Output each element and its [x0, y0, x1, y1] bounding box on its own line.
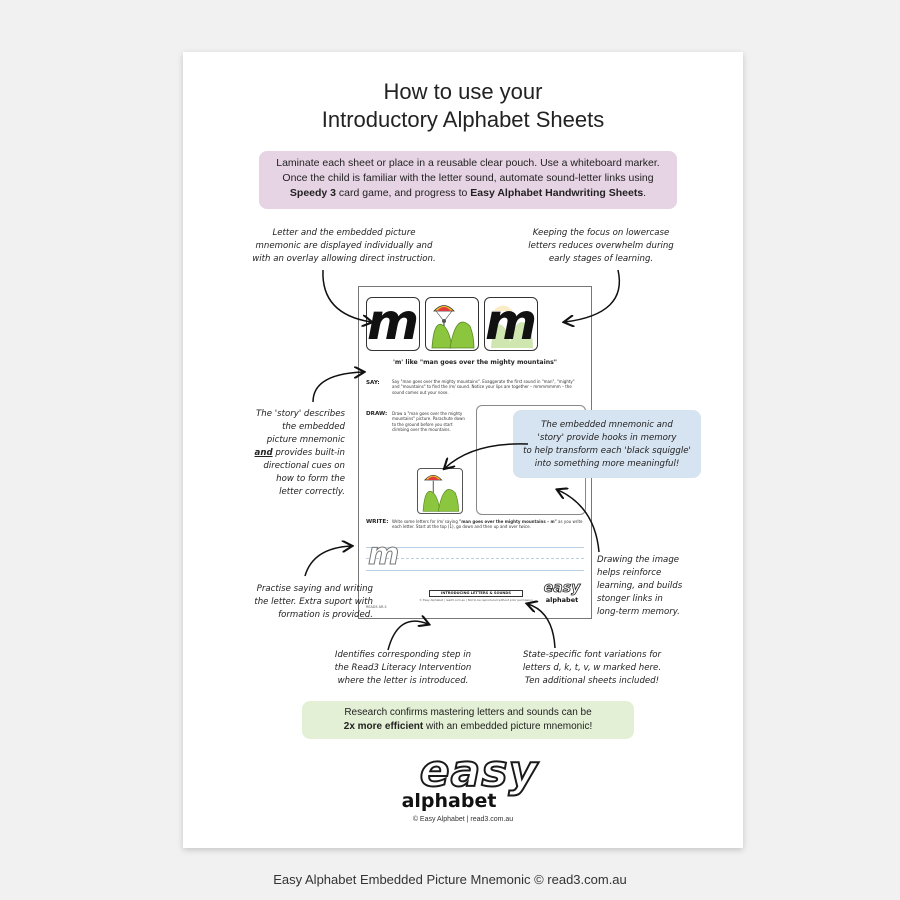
research-line-1: Research confirms mastering letters and sounds can be: [344, 707, 592, 718]
intro-mid-text: card game, and progress to: [336, 187, 471, 199]
note-line: the Read3 Literacy Intervention: [334, 663, 472, 673]
annotation-arrows: [183, 52, 743, 848]
note-line: to help transform each 'black squiggle': [523, 446, 691, 456]
note-line: with an overlay allowing direct instruction.: [252, 254, 436, 264]
note-line: learning, and builds: [597, 581, 683, 591]
small-logo-easy: easy: [543, 580, 581, 596]
title-line-1: How to use your: [383, 79, 543, 104]
note-line: how to form the: [276, 474, 345, 484]
note-line: picture mnemonic: [266, 435, 345, 445]
note-line: early stages of learning.: [548, 254, 654, 264]
small-logo-alphabet: alphabet: [545, 596, 579, 604]
note-line: Drawing the image: [597, 555, 680, 565]
write-text-a: Write some letters for /m/ saying: [392, 519, 460, 524]
footer-copyright: © Easy Alphabet | read3.com.au | Not to be reproduced without prior permission: [419, 598, 533, 602]
sheet-code: READ3 AR-3: [366, 605, 387, 609]
note-line: where the letter is introduced.: [337, 676, 469, 686]
note-line: State-specific font variations for: [522, 650, 662, 660]
letter-m: m: [367, 297, 420, 351]
note-line: Keeping the focus on lowercase: [532, 228, 670, 238]
arrow-to-small-picture: [445, 444, 528, 468]
note-line: letters d, k, t, v, w marked here.: [522, 663, 662, 673]
note-line: Practise saying and writing: [256, 584, 373, 594]
note-fragment: provides built-in: [272, 448, 345, 458]
arrow-to-drawing-box: [558, 490, 599, 552]
note-line: 'story' provide hooks in memory: [537, 433, 677, 443]
and-emphasis: and: [254, 448, 273, 458]
note-line: long-term memory.: [597, 607, 680, 617]
intro-line-2: Once the child is familiar with the letter sound, automate sound-letter links using: [282, 172, 654, 184]
intro-end-text: .: [643, 187, 647, 199]
logo-copyright: © Easy Alphabet | read3.com.au: [412, 816, 514, 823]
worksheet-heading: 'm' like "man goes over the mighty mountains": [392, 359, 558, 366]
say-label: SAY:: [366, 380, 380, 386]
handwriting-sheets-text: Easy Alphabet Handwriting Sheets: [470, 187, 644, 199]
arrow-to-trace-lines: [305, 546, 351, 576]
arrow-to-heading: [313, 372, 363, 402]
intro-line-1: Laminate each sheet or place in a reusable clear pouch. Use a whiteboard marker.: [276, 157, 660, 169]
research-rest: with an embedded picture mnemonic!: [423, 721, 593, 732]
write-text-c: as you write each letter. Start at the top (1), go down and then up and over twice.: [392, 519, 583, 530]
research-bold: 2x more efficient: [343, 721, 424, 732]
write-label: WRITE:: [366, 519, 389, 525]
note-line: The embedded mnemonic and: [541, 420, 673, 430]
note-line: Letter and the embedded picture: [272, 228, 416, 238]
say-text: Say "man goes over the mighty mountains". Exaggerate the first sound in "man", "mighty" and "mountains" to find the /m/ sound. Notice your lips are together – mmmmmmm – the sound comes out your nose.: [392, 379, 575, 395]
note-line: letters reduces overwhelm during: [528, 241, 674, 251]
arrow-to-footer: [528, 604, 555, 648]
arrow-to-overlay-tile: [565, 270, 619, 322]
write-text-b: "man goes over the mighty mountains – m": [459, 519, 557, 524]
instruction-sheet: [183, 52, 743, 848]
note-line: the letter. Extra suport with: [254, 597, 373, 607]
logo-easy: easy: [419, 746, 539, 797]
draw-text: Draw a "man goes over the mighty mountains" picture. Parachute down to the ground before you start climbing over the mountains.: [392, 411, 465, 433]
title-line-2: Introductory Alphabet Sheets: [321, 107, 605, 132]
note-line: stonger links in: [597, 594, 663, 604]
arrow-to-sheet-code: [388, 621, 428, 650]
arrow-to-letter-tile: [323, 270, 371, 322]
note-line: Ten additional sheets included!: [524, 676, 660, 686]
note-line: formation is provided.: [278, 610, 373, 620]
note-line: helps reinforce: [597, 568, 662, 578]
draw-label: DRAW:: [366, 411, 388, 417]
image-caption: Easy Alphabet Embedded Picture Mnemonic © read3.com.au: [273, 872, 627, 887]
logo-alphabet: alphabet: [401, 790, 497, 812]
trace-letter-m: m: [368, 537, 400, 572]
speedy3-text: Speedy 3: [289, 187, 337, 199]
footer-tag: INTRODUCING LETTERS & SOUNDS: [429, 590, 523, 597]
note-line: into something more meaningful!: [534, 459, 680, 469]
note-line: The 'story' describes: [256, 409, 345, 419]
overlay-letter-m: m: [485, 297, 538, 351]
note-line: the embedded: [282, 422, 345, 432]
note-line: Identifies corresponding step in: [334, 650, 472, 660]
note-line: directional cues on: [263, 461, 345, 471]
note-line: mnemonic are displayed individually and: [255, 241, 433, 251]
note-line: letter correctly.: [279, 487, 345, 497]
